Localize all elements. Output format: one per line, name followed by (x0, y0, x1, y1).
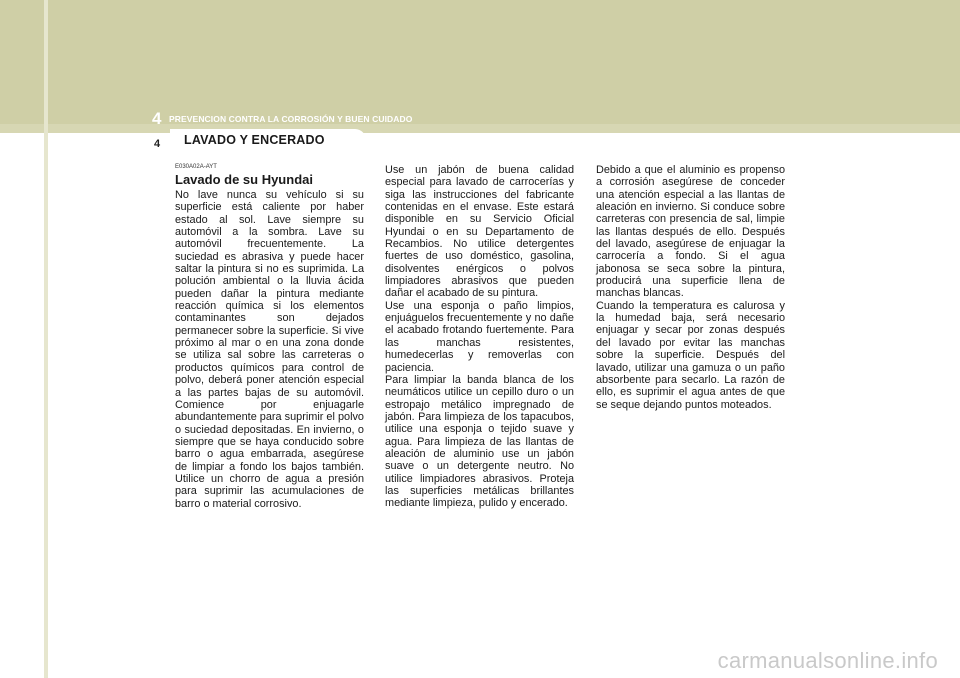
paragraph: No lave nunca su vehículo si su superficie está caliente por haber estado al sol. Lave siempre su automóvil a la sombra. Lave su automóvil frecuentemente. La suciedad es abrasiva y puede hacer saltar la pintura si no es suprimida. La polución ambiental o la lluvia ácida pueden dañar la pintura mediante reacción química si los elementos contaminantes son dejados permanecer sobre la superficie. Si vive próximo al mar o en una zona donde se utiliza sal sobre las carreteras o productos químicos para control de polvo, deberá poner atención especial a las partes bajas de su automóvil. Comience por enjuagarle abundantemente para suprimir el polvo o suciedad depositadas. En invierno, o siempre que se haya conducido sobre barro o agua embarrada, asegúrese de limpiar a fondo los bajos también. Utilice un chorro de agua a presión para suprimir las acumulaciones de barro o material corrosivo. (175, 189, 364, 510)
page-edge-strip (44, 0, 48, 678)
watermark: carmanualsonline.info (717, 648, 938, 673)
header-band-stripe (0, 124, 960, 133)
header-band (0, 0, 960, 133)
chapter-title: PREVENCION CONTRA LA CORROSIÓN Y BUEN CUIDADO (169, 114, 413, 124)
subheading: Lavado de su Hyundai (175, 172, 313, 187)
text-column-1 (175, 189, 364, 510)
section-title: LAVADO Y ENCERADO (184, 133, 325, 147)
text-column-3 (596, 164, 785, 411)
page-number: 4 (147, 134, 167, 154)
chapter-number: 4 (152, 109, 162, 128)
paragraph: Debido a que el aluminio es propenso a corrosión asegúrese de conceder una atención especial a las llantas de aleación en invierno. Si conduce sobre carreteras con presencia de sal, limpie las llantas después de ello. Después del lavado, asegúrese de enjuagar la carrocería a fondo. Si el agua jabonosa se seca sobre la pintura, producirá una superficie llena de manchas blancas. (596, 164, 785, 300)
paragraph: Para limpiar la banda blanca de los neumáticos utilice un cepillo duro o un estropajo metálico impregnado de jabón. Para limpieza de los tapacubos, utilice una esponja o tejido suave y agua. Para limpieza de las llantas de aleación de aluminio use un jabón suave o un detergente neutro. No utilice limpiadores abrasivos. Proteja las superficies metálicas brillantes mediante limpieza, pulido y encerado. (385, 373, 574, 510)
reference-code: E030A02A-AYT (175, 164, 217, 170)
paragraph: Use una esponja o paño limpios, enjuáguelos frecuentemente y no dañe el acabado frotando fuertemente. Para las manchas resistentes, humedecerlas y removerlas con paciencia. (385, 299, 574, 374)
text-column-2 (385, 164, 574, 510)
paragraph: Use un jabón de buena calidad especial para lavado de carrocerías y siga las instrucciones del fabricante contenidas en el envase. Este estará disponible en su Servicio Oficial Hyundai o en su Departamento de Recambios. No utilice detergentes fuertes de uso doméstico, gasolina, disolventes enérgicos o polvos limpiadores abrasivos que pueden dañar el acabado de su pintura. (385, 164, 574, 300)
paragraph: Cuando la temperatura es calurosa y la humedad baja, será necesario enjuagar y secar por zonas después del lavado por evitar las manchas sobre la superficie. Después del lavado, utilizar una gamuza o un paño absorbente para secarlo. La razón de ello, es suprimir el agua antes de que se seque dejando puntos moteados. (596, 299, 785, 411)
